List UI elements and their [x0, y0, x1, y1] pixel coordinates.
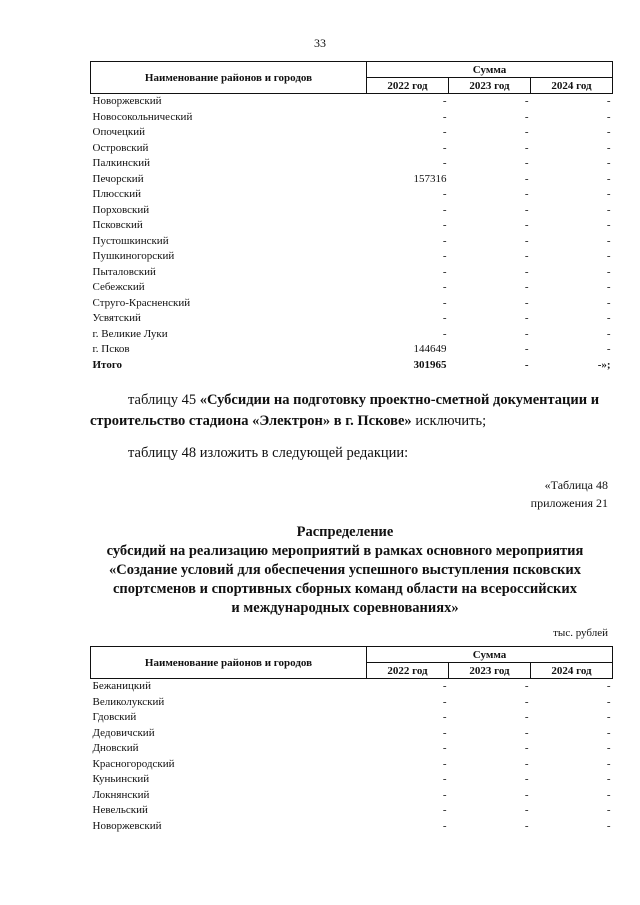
- amount-cell: -: [442, 742, 447, 754]
- amount-cell: -: [606, 188, 611, 200]
- district-name-cell: Гдовский: [92, 711, 137, 723]
- paragraph-lead: таблицу 45: [128, 392, 200, 408]
- amount-cell: -: [606, 788, 611, 801]
- total-amount-cell: -»;: [597, 358, 611, 371]
- total-label: Итого: [92, 358, 123, 371]
- column-header-sum: Сумма: [367, 62, 613, 78]
- amount-cell: -: [442, 265, 447, 278]
- district-name-cell: Себежский: [92, 281, 145, 293]
- table-body: [91, 94, 613, 374]
- table-row: [91, 187, 613, 203]
- amount-cell: -: [606, 281, 611, 293]
- amount-cell: -: [606, 296, 611, 309]
- table-row: [91, 141, 613, 157]
- amount-cell: -: [442, 188, 447, 200]
- paragraph-exclude-table-45: [90, 390, 620, 432]
- table-row: [91, 125, 613, 141]
- table-row: [91, 772, 613, 788]
- column-header-2024: 2024 год: [531, 663, 613, 679]
- district-name-cell: Новоржевский: [92, 819, 162, 832]
- heading-line-1: Распределение: [296, 524, 394, 540]
- amount-cell: -: [442, 711, 447, 723]
- amount-cell: -: [524, 343, 529, 355]
- amount-cell: -: [524, 757, 529, 770]
- district-name-cell: Пушкиногорский: [92, 250, 175, 262]
- district-name-cell: Красногородский: [92, 757, 175, 770]
- amount-cell: 157316: [413, 172, 447, 185]
- amount-cell: -: [442, 757, 447, 770]
- amount-cell: -: [606, 804, 611, 816]
- amount-cell: -: [606, 265, 611, 278]
- table-caption: [531, 476, 608, 512]
- district-name-cell: Опочецкий: [92, 126, 145, 138]
- amount-cell: -: [524, 126, 529, 138]
- column-header-2023: 2023 год: [449, 663, 531, 679]
- amount-cell: -: [524, 726, 529, 739]
- table-heading: [60, 523, 630, 618]
- amount-cell: -: [442, 157, 447, 169]
- amount-cell: -: [606, 711, 611, 723]
- table-row: [91, 265, 613, 281]
- table-row: [91, 695, 613, 711]
- total-amount-cell: 301965: [413, 358, 447, 371]
- amount-cell: -: [524, 804, 529, 816]
- paragraph-table-48-edit: таблицу 48 изложить в следующей редакции:: [128, 445, 409, 461]
- district-name-cell: Островский: [92, 141, 149, 154]
- amount-cell: -: [524, 110, 529, 123]
- table-row: [91, 234, 613, 250]
- column-header-name: Наименование районов и городов: [91, 62, 367, 94]
- amount-cell: -: [442, 95, 447, 107]
- paragraph-bold-title: «Субсидии на подготовку проектно-сметной документации и строительство стадиона «Электрон» в г. Пскове»: [90, 392, 600, 429]
- table-row: [91, 710, 613, 726]
- amount-cell: -: [442, 281, 447, 293]
- heading-line-5: и международных соревнованиях»: [231, 600, 459, 616]
- amount-cell: -: [606, 203, 611, 216]
- amount-cell: -: [606, 312, 611, 324]
- amount-cell: -: [524, 157, 529, 169]
- column-header-2023: 2023 год: [449, 78, 531, 94]
- table-row: [91, 803, 613, 819]
- column-header-2022: 2022 год: [367, 78, 449, 94]
- amount-cell: -: [524, 281, 529, 293]
- total-row: [91, 358, 613, 374]
- district-name-cell: Струго-Красненский: [92, 296, 191, 309]
- amount-cell: -: [524, 327, 529, 340]
- paragraph-tail: исключить;: [411, 413, 487, 429]
- amount-cell: -: [442, 219, 447, 231]
- amount-cell: -: [442, 312, 447, 324]
- table-row: [91, 342, 613, 358]
- column-header-name: Наименование районов и городов: [91, 647, 367, 679]
- amount-cell: -: [442, 203, 447, 216]
- district-name-cell: Пустошкинский: [92, 234, 169, 247]
- amount-cell: -: [606, 680, 611, 692]
- table-row: [91, 172, 613, 188]
- amount-cell: -: [524, 219, 529, 231]
- amount-cell: -: [524, 296, 529, 309]
- table-row: [91, 726, 613, 742]
- amount-cell: -: [606, 110, 611, 123]
- amount-cell: -: [606, 343, 611, 355]
- table-row: [91, 249, 613, 265]
- heading-line-2: субсидий на реализацию мероприятий в рамках основного мероприятия: [106, 543, 584, 559]
- amount-cell: 144649: [413, 343, 447, 355]
- column-header-2024: 2024 год: [531, 78, 613, 94]
- subsidy-table-48: [90, 646, 613, 834]
- district-name-cell: Дновский: [92, 742, 139, 754]
- subsidy-table-continued: [90, 61, 613, 373]
- amount-cell: -: [524, 773, 529, 785]
- amount-cell: -: [524, 312, 529, 324]
- amount-cell: -: [606, 773, 611, 785]
- amount-cell: -: [442, 250, 447, 262]
- table-row: [91, 788, 613, 804]
- amount-cell: -: [524, 188, 529, 200]
- table-row: [91, 280, 613, 296]
- amount-cell: -: [606, 95, 611, 107]
- heading-line-3: «Создание условий для обеспечения успешного выступления псковских: [109, 562, 581, 578]
- amount-cell: -: [606, 219, 611, 231]
- amount-cell: -: [606, 157, 611, 169]
- district-name-cell: Печорский: [92, 172, 144, 185]
- table-row: [91, 327, 613, 343]
- page-number: 33: [314, 36, 326, 50]
- district-name-cell: Дедовичский: [92, 726, 155, 739]
- amount-cell: -: [606, 141, 611, 154]
- district-name-cell: Куньинский: [92, 773, 150, 785]
- table-row: [91, 679, 613, 695]
- column-header-sum: Сумма: [367, 647, 613, 663]
- district-name-cell: Усвятский: [92, 312, 141, 324]
- amount-cell: -: [442, 788, 447, 801]
- table-row: [91, 296, 613, 312]
- table-body: [91, 679, 613, 835]
- district-name-cell: Палкинский: [92, 157, 151, 169]
- district-name-cell: Плюсский: [92, 188, 142, 200]
- amount-cell: -: [606, 819, 611, 832]
- caption-appendix: приложения 21: [530, 496, 608, 510]
- district-name-cell: Новосокольнический: [92, 110, 193, 123]
- amount-cell: -: [524, 234, 529, 247]
- table-row: [91, 757, 613, 773]
- table-row: [91, 156, 613, 172]
- table-row: [91, 94, 613, 110]
- table-row: [91, 218, 613, 234]
- amount-cell: -: [524, 742, 529, 754]
- amount-cell: -: [442, 680, 447, 692]
- district-name-cell: Новоржевский: [92, 95, 162, 107]
- amount-cell: -: [524, 695, 529, 708]
- district-name-cell: Невельский: [92, 804, 148, 816]
- district-name-cell: Бежаницкий: [92, 680, 151, 692]
- amount-cell: -: [442, 819, 447, 832]
- caption-table-number: «Таблица 48: [544, 478, 608, 492]
- amount-cell: -: [442, 695, 447, 708]
- amount-cell: -: [606, 742, 611, 754]
- amount-cell: -: [524, 95, 529, 107]
- district-name-cell: Пыталовский: [92, 265, 156, 278]
- amount-cell: -: [442, 110, 447, 123]
- amount-cell: -: [524, 265, 529, 278]
- amount-cell: -: [524, 250, 529, 262]
- amount-cell: -: [442, 773, 447, 785]
- district-name-cell: г. Великие Луки: [92, 327, 168, 340]
- amount-cell: -: [606, 695, 611, 708]
- district-name-cell: г. Псков: [92, 343, 130, 355]
- amount-cell: -: [524, 141, 529, 154]
- amount-cell: -: [606, 126, 611, 138]
- amount-cell: -: [524, 680, 529, 692]
- table-row: [91, 110, 613, 126]
- amount-cell: -: [606, 234, 611, 247]
- amount-cell: -: [524, 711, 529, 723]
- amount-cell: -: [606, 726, 611, 739]
- table-row: [91, 819, 613, 835]
- amount-cell: -: [524, 203, 529, 216]
- amount-cell: -: [524, 788, 529, 801]
- district-name-cell: Великолукский: [92, 695, 165, 708]
- table-row: [91, 203, 613, 219]
- amount-cell: -: [442, 141, 447, 154]
- amount-cell: -: [442, 234, 447, 247]
- amount-cell: -: [442, 126, 447, 138]
- heading-line-4: спортсменов и спортивных сборных команд области на всероссийских: [112, 581, 578, 597]
- amount-cell: -: [606, 250, 611, 262]
- district-name-cell: Псковский: [92, 219, 143, 231]
- column-header-2022: 2022 год: [367, 663, 449, 679]
- district-name-cell: Локнянский: [92, 788, 150, 801]
- amount-cell: -: [606, 172, 611, 185]
- total-amount-cell: -: [524, 358, 529, 371]
- amount-cell: -: [524, 819, 529, 832]
- table-row: [91, 741, 613, 757]
- table-row: [91, 311, 613, 327]
- amount-cell: -: [524, 172, 529, 185]
- units-label: тыс. рублей: [553, 627, 608, 639]
- amount-cell: -: [606, 757, 611, 770]
- amount-cell: -: [442, 804, 447, 816]
- amount-cell: -: [606, 327, 611, 340]
- amount-cell: -: [442, 327, 447, 340]
- district-name-cell: Порховский: [92, 203, 150, 216]
- amount-cell: -: [442, 726, 447, 739]
- amount-cell: -: [442, 296, 447, 309]
